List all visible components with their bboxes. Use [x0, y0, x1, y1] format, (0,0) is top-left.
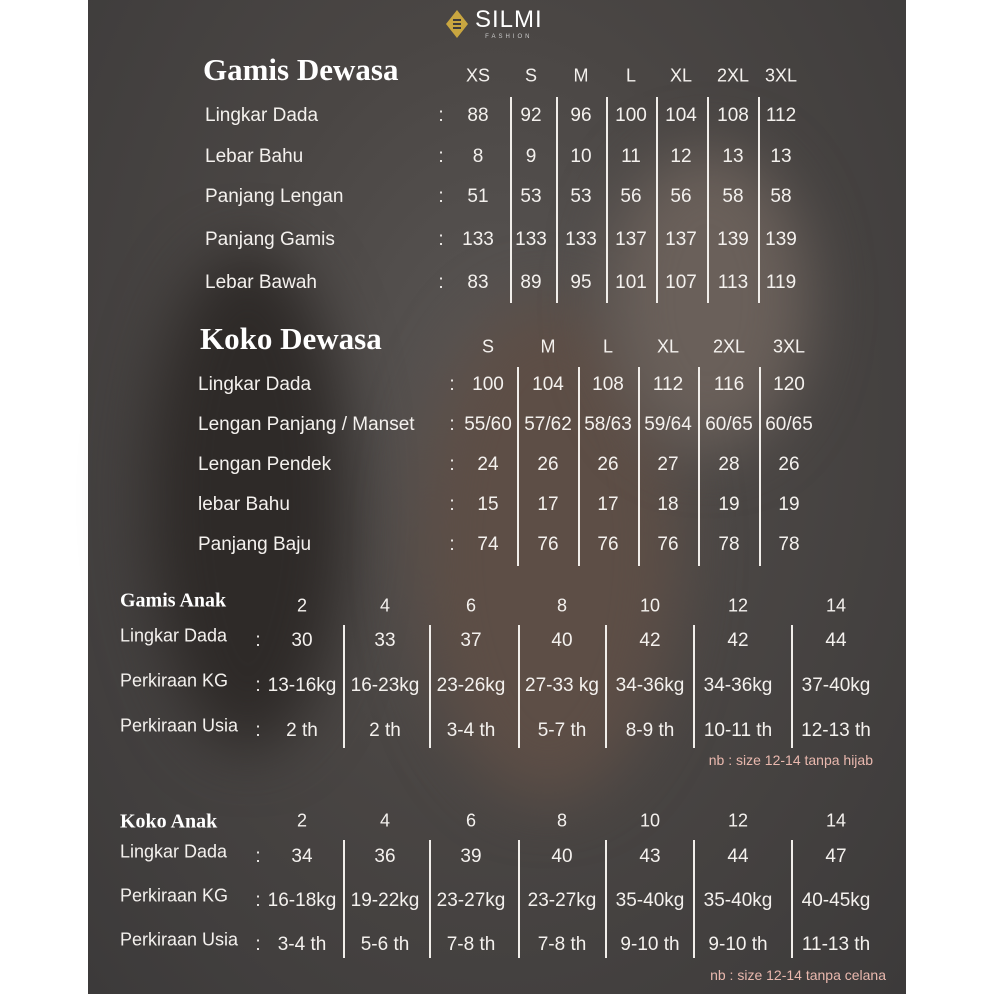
size-value: 58	[722, 186, 744, 207]
column-divider	[556, 97, 558, 303]
size-value: 34	[291, 846, 313, 867]
row-label: Lingkar Dada	[120, 625, 228, 646]
size-value: 133	[462, 229, 494, 250]
row-label: Perkiraan KG	[120, 885, 229, 906]
colon-separator: :	[438, 105, 444, 126]
size-value: 78	[778, 534, 800, 555]
row-label: lebar Bahu	[198, 494, 290, 515]
colon-separator: :	[255, 720, 261, 741]
size-value: 108	[717, 105, 749, 126]
table-title: Gamis Anak	[120, 589, 227, 612]
column-divider	[578, 367, 580, 566]
size-header: 2	[296, 810, 308, 831]
colon-separator: :	[438, 272, 444, 293]
size-value: 3-4 th	[446, 720, 496, 741]
row-label: Panjang Lengan	[205, 186, 344, 207]
size-value: 56	[670, 186, 692, 207]
size-value: 28	[718, 454, 740, 475]
size-value: 19-22kg	[350, 890, 420, 911]
size-header: 12	[727, 595, 749, 616]
size-value: 139	[717, 229, 749, 250]
size-value: 56	[620, 186, 642, 207]
size-value: 60/65	[765, 414, 813, 435]
size-value: 137	[665, 229, 697, 250]
column-divider	[693, 625, 695, 748]
size-value: 7-8 th	[446, 934, 496, 955]
size-header: 10	[639, 595, 661, 616]
size-header: 8	[556, 595, 568, 616]
size-value: 13-16kg	[267, 675, 337, 696]
size-header: XL	[669, 65, 693, 86]
column-divider	[605, 840, 607, 958]
size-value: 96	[570, 105, 592, 126]
size-value: 9-10 th	[620, 934, 680, 955]
column-divider	[517, 367, 519, 566]
column-divider	[429, 840, 431, 958]
column-divider	[343, 625, 345, 748]
size-value: 120	[773, 374, 805, 395]
row-label: Lingkar Dada	[120, 841, 228, 862]
size-note: nb : size 12-14 tanpa celana	[710, 967, 886, 983]
row-label: Perkiraan KG	[120, 670, 229, 691]
size-value: 119	[765, 272, 797, 293]
size-value: 5-7 th	[537, 720, 587, 741]
size-value: 8-9 th	[625, 720, 675, 741]
column-divider	[758, 97, 760, 303]
size-value: 17	[537, 494, 559, 515]
size-value: 59/64	[644, 414, 692, 435]
size-value: 76	[537, 534, 559, 555]
column-divider	[759, 367, 761, 566]
size-header: L	[625, 65, 637, 86]
size-value: 19	[718, 494, 740, 515]
row-label: Perkiraan Usia	[120, 929, 239, 950]
logo-emblem-icon	[445, 9, 469, 39]
size-value: 42	[727, 630, 749, 651]
size-value: 74	[477, 534, 499, 555]
column-divider	[656, 97, 658, 303]
size-value: 47	[825, 846, 847, 867]
size-value: 104	[532, 374, 564, 395]
row-label: Lebar Bahu	[205, 146, 304, 167]
size-value: 24	[477, 454, 499, 475]
size-header: XL	[656, 336, 680, 357]
column-divider	[638, 367, 640, 566]
size-header: S	[524, 65, 538, 86]
size-value: 133	[515, 229, 547, 250]
size-value: 10-11 th	[703, 720, 773, 741]
colon-separator: :	[438, 146, 444, 167]
size-header: L	[602, 336, 614, 357]
size-value: 15	[477, 494, 499, 515]
size-header: 4	[379, 810, 391, 831]
size-value: 8	[472, 146, 484, 167]
size-value: 104	[665, 105, 697, 126]
column-divider	[791, 625, 793, 748]
colon-separator: :	[255, 675, 261, 696]
size-value: 51	[467, 186, 489, 207]
brand-name: SILMI	[475, 6, 543, 33]
column-divider	[693, 840, 695, 958]
colon-separator: :	[449, 374, 455, 395]
table-title: Koko Dewasa	[200, 321, 382, 356]
size-value: 139	[765, 229, 797, 250]
size-value: 53	[520, 186, 542, 207]
column-divider	[429, 625, 431, 748]
table-title: Gamis Dewasa	[203, 52, 399, 87]
size-header: 10	[639, 810, 661, 831]
size-value: 44	[727, 846, 749, 867]
size-value: 33	[374, 630, 396, 651]
size-value: 12	[670, 146, 692, 167]
size-value: 26	[597, 454, 619, 475]
column-divider	[606, 97, 608, 303]
size-value: 89	[520, 272, 542, 293]
size-value: 26	[537, 454, 559, 475]
column-divider	[343, 840, 345, 958]
size-header: 2	[296, 595, 308, 616]
size-value: 2 th	[286, 720, 318, 741]
size-header: 3XL	[772, 336, 806, 357]
size-value: 19	[778, 494, 800, 515]
size-value: 27	[657, 454, 679, 475]
size-value: 100	[615, 105, 647, 126]
size-value: 95	[570, 272, 592, 293]
size-value: 76	[597, 534, 619, 555]
size-value: 57/62	[524, 414, 572, 435]
size-value: 34-36kg	[615, 675, 685, 696]
size-value: 39	[460, 846, 482, 867]
size-value: 76	[657, 534, 679, 555]
size-value: 7-8 th	[537, 934, 587, 955]
size-value: 3-4 th	[277, 934, 327, 955]
size-value: 16-23kg	[350, 675, 420, 696]
size-header: M	[540, 336, 556, 357]
size-value: 137	[615, 229, 647, 250]
column-divider	[605, 625, 607, 748]
size-value: 23-26kg	[436, 675, 506, 696]
size-value: 36	[374, 846, 396, 867]
size-value: 35-40kg	[615, 890, 685, 911]
size-value: 37	[460, 630, 482, 651]
colon-separator: :	[449, 534, 455, 555]
colon-separator: :	[449, 414, 455, 435]
size-value: 44	[825, 630, 847, 651]
size-value: 27-33 kg	[525, 675, 599, 696]
column-divider	[518, 840, 520, 958]
size-value: 58/63	[584, 414, 632, 435]
colon-separator: :	[255, 846, 261, 867]
size-header: 14	[825, 595, 847, 616]
size-value: 101	[615, 272, 647, 293]
column-divider	[510, 97, 512, 303]
size-value: 42	[639, 630, 661, 651]
size-header: 4	[379, 595, 391, 616]
size-value: 10	[570, 146, 592, 167]
size-header: 12	[727, 810, 749, 831]
size-header: 6	[465, 810, 477, 831]
size-value: 26	[778, 454, 800, 475]
colon-separator: :	[449, 494, 455, 515]
size-value: 92	[520, 105, 542, 126]
size-value: 112	[652, 374, 684, 395]
size-value: 60/65	[705, 414, 753, 435]
row-label: Lingkar Dada	[205, 105, 319, 126]
colon-separator: :	[255, 630, 261, 651]
size-value: 12-13 th	[801, 720, 871, 741]
brand-tagline: FASHION	[485, 34, 533, 40]
size-value: 18	[657, 494, 679, 515]
size-value: 9-10 th	[708, 934, 768, 955]
size-value: 108	[592, 374, 624, 395]
size-value: 88	[467, 105, 489, 126]
size-value: 55/60	[464, 414, 512, 435]
size-value: 13	[770, 146, 792, 167]
size-value: 133	[565, 229, 597, 250]
table-title: Koko Anak	[120, 810, 218, 833]
row-label: Perkiraan Usia	[120, 715, 239, 736]
size-value: 35-40kg	[703, 890, 773, 911]
size-value: 37-40kg	[801, 675, 871, 696]
size-header: M	[573, 65, 589, 86]
size-value: 23-27kg	[527, 890, 597, 911]
size-value: 58	[770, 186, 792, 207]
colon-separator: :	[449, 454, 455, 475]
size-header: 8	[556, 810, 568, 831]
size-value: 113	[717, 272, 749, 293]
size-header: 2XL	[716, 65, 750, 86]
size-header: 2XL	[712, 336, 746, 357]
row-label: Lengan Panjang / Manset	[198, 414, 415, 435]
row-label: Lengan Pendek	[198, 454, 332, 475]
brand-logo	[445, 8, 543, 40]
row-label: Lebar Bawah	[205, 272, 317, 293]
size-value: 5-6 th	[360, 934, 410, 955]
size-value: 34-36kg	[703, 675, 773, 696]
colon-separator: :	[255, 890, 261, 911]
colon-separator: :	[438, 186, 444, 207]
size-value: 16-18kg	[267, 890, 337, 911]
size-header: 6	[465, 595, 477, 616]
column-divider	[707, 97, 709, 303]
size-value: 40	[551, 846, 573, 867]
size-value: 40	[551, 630, 573, 651]
column-divider	[698, 367, 700, 566]
row-label: Lingkar Dada	[198, 374, 312, 395]
colon-separator: :	[255, 934, 261, 955]
size-value: 53	[570, 186, 592, 207]
size-note: nb : size 12-14 tanpa hijab	[708, 752, 873, 768]
size-value: 11	[621, 146, 641, 167]
size-value: 9	[525, 146, 537, 167]
colon-separator: :	[438, 229, 444, 250]
size-value: 100	[472, 374, 504, 395]
size-header: XS	[465, 65, 491, 86]
size-value: 107	[665, 272, 697, 293]
size-header: S	[481, 336, 495, 357]
column-divider	[791, 840, 793, 958]
size-value: 23-27kg	[436, 890, 506, 911]
size-value: 30	[291, 630, 313, 651]
column-divider	[518, 625, 520, 748]
size-header: 14	[825, 810, 847, 831]
size-value: 112	[765, 105, 797, 126]
size-value: 40-45kg	[801, 890, 871, 911]
size-header: 3XL	[764, 65, 798, 86]
size-value: 78	[718, 534, 740, 555]
size-value: 2 th	[369, 720, 401, 741]
size-value: 83	[467, 272, 489, 293]
row-label: Panjang Gamis	[205, 229, 335, 250]
row-label: Panjang Baju	[198, 534, 312, 555]
size-value: 43	[639, 846, 661, 867]
size-value: 17	[597, 494, 619, 515]
size-value: 116	[713, 374, 745, 395]
size-value: 13	[722, 146, 744, 167]
size-value: 11-13 th	[801, 934, 871, 955]
